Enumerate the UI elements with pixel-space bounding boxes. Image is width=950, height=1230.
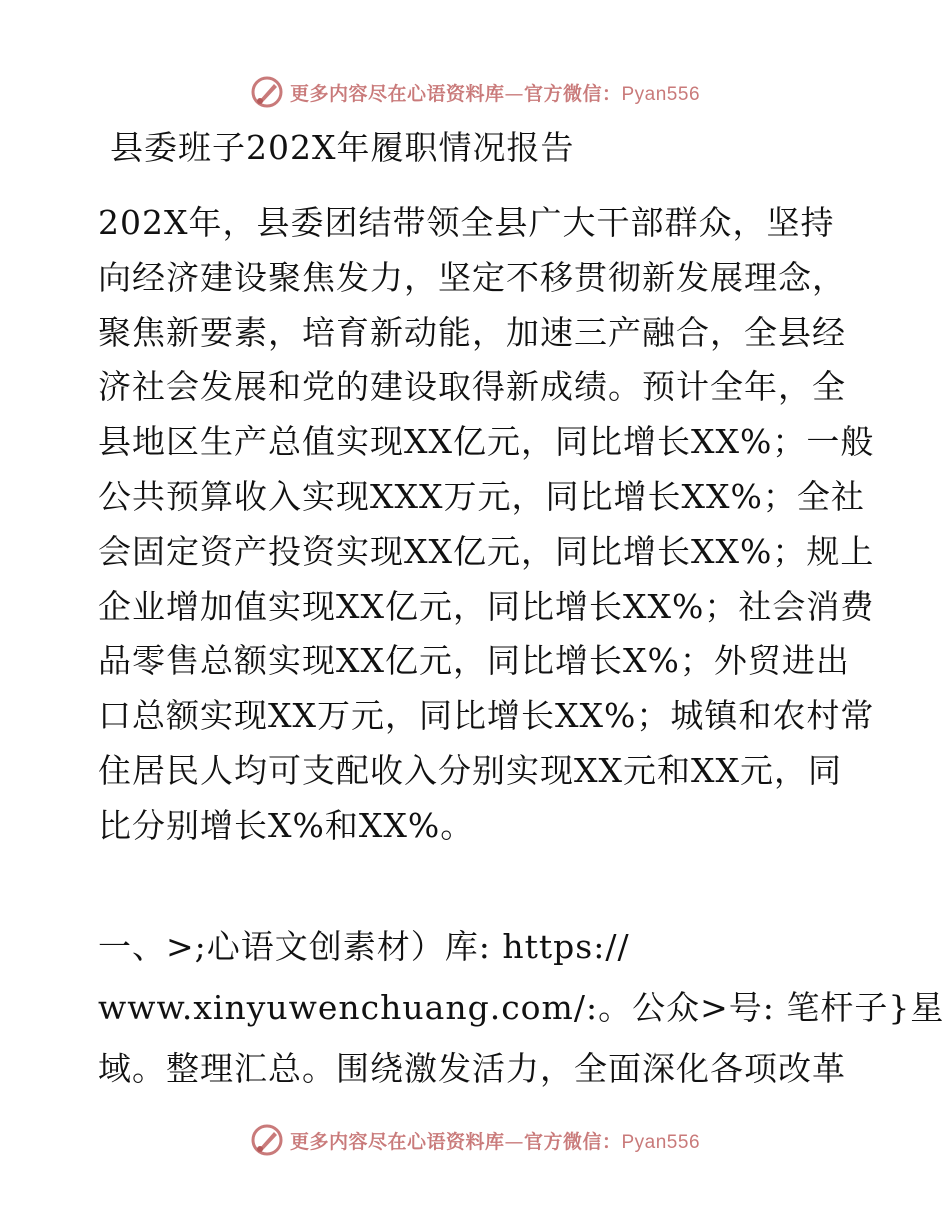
text-line: 向经济建设聚焦发力，坚定不移贯彻新发展理念， — [98, 257, 846, 297]
text-line: 企业增加值实现XX亿元，同比增长XX%；社会消费 — [98, 586, 875, 626]
text-line: 比分别增长X%和XX%。 — [98, 805, 475, 845]
text-line: www.xinyuwenchuang.com/:。公众>号: 笔杆子}星 — [98, 988, 945, 1027]
text-line: 一、>;心语文创素材）库: https:// — [98, 927, 630, 966]
watermark-text: 更多内容尽在心语资料库—官方微信：Pyan556 — [289, 82, 701, 105]
text-line: 公共预算收入实现XXX万元，同比增长XX%；全社 — [98, 476, 865, 516]
header-watermark-banner — [0, 72, 950, 112]
brush-logo-icon — [250, 75, 284, 109]
text-line: 聚焦新要素，培育新动能，加速三产融合，全县经 — [98, 312, 846, 352]
text-line: 202X年，县委团结带领全县广大干部群众，坚持 — [98, 203, 835, 242]
footer-watermark-banner — [0, 1120, 950, 1160]
text-line: 品零售总额实现XX亿元，同比增长X%；外贸进出 — [98, 641, 850, 681]
paragraph-summary — [98, 196, 875, 854]
watermark-text: 更多内容尽在心语资料库—官方微信：Pyan556 — [289, 1130, 701, 1153]
text-line: 口总额实现XX万元，同比增长XX%；城镇和农村常 — [98, 696, 875, 736]
text-line: 会固定资产投资实现XX亿元，同比增长XX%；规上 — [98, 531, 875, 571]
text-line: 域。整理汇总。围绕激发活力，全面深化各项改革 — [98, 1049, 846, 1088]
paragraph-section-one — [98, 916, 945, 1099]
text-line: 住居民人均可支配收入分别实现XX元和XX元，同 — [98, 750, 842, 790]
text-line: 县地区生产总值实现XX亿元，同比增长XX%；一般 — [98, 422, 875, 462]
document-title: 县委班子202X年履职情况报告 — [110, 128, 575, 167]
brush-logo-icon — [250, 1123, 284, 1157]
text-line: 济社会发展和党的建设取得新成绩。预计全年，全 — [98, 367, 846, 407]
